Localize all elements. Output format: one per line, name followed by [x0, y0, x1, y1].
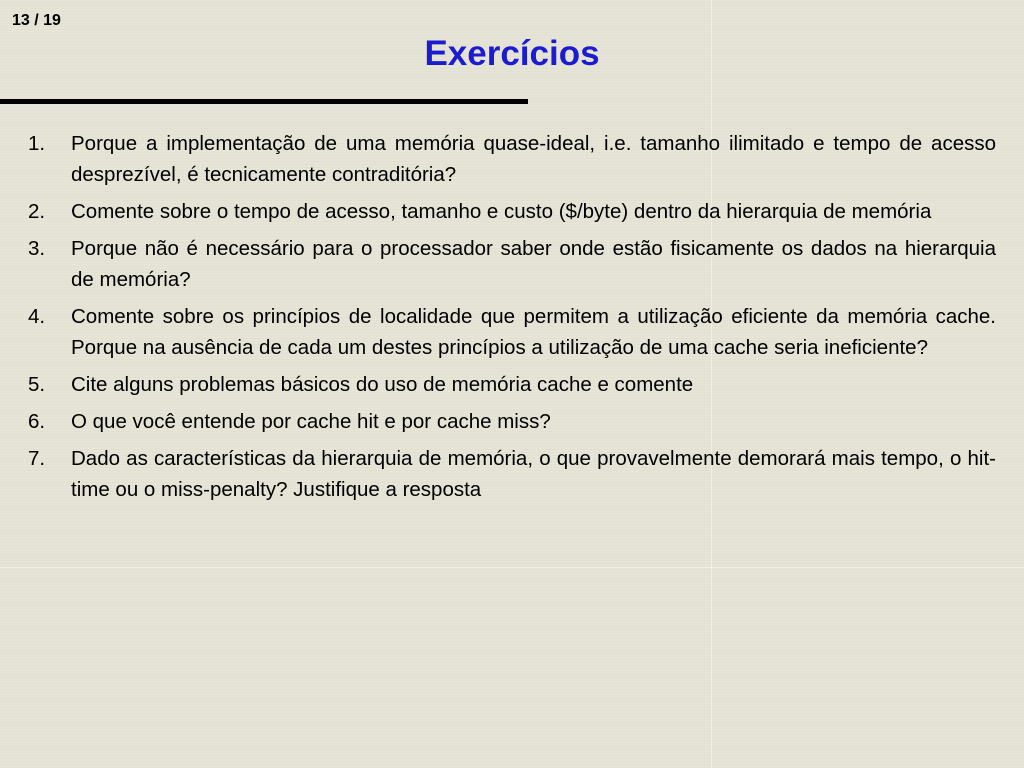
item-number: 7.	[28, 447, 46, 470]
list-item	[28, 369, 996, 400]
item-number: 6.	[28, 410, 46, 433]
item-number: 4.	[28, 305, 46, 328]
list-item	[28, 196, 996, 227]
item-text: Dado as características da hierarquia de memória, o que provavelmente demorará mais tempo, o hit-time ou o miss-penalty? Justifique a resposta	[71, 447, 996, 501]
title-underline-rule	[0, 99, 528, 104]
list-item	[28, 443, 996, 505]
list-item	[28, 128, 996, 190]
item-number: 5.	[28, 373, 46, 396]
item-text: Comente sobre os princípios de localidade que permitem a utilização eficiente da memória cache. Porque na ausência de cada um destes princípios a utilização de uma cache seria ineficiente?	[71, 305, 996, 359]
item-text: Porque não é necessário para o processador saber onde estão fisicamente os dados na hierarquia de memória?	[71, 237, 996, 291]
slide-title: Exercícios	[424, 34, 600, 73]
item-number: 3.	[28, 237, 46, 260]
background-seam-horizontal	[0, 567, 1024, 568]
item-number: 2.	[28, 200, 46, 223]
item-text: Porque a implementação de uma memória quase-ideal, i.e. tamanho ilimitado e tempo de acesso desprezível, é tecnicamente contraditória?	[71, 132, 996, 186]
item-text: Comente sobre o tempo de acesso, tamanho e custo ($/byte) dentro da hierarquia de memória	[71, 200, 932, 223]
item-text: O que você entende por cache hit e por cache miss?	[71, 410, 551, 433]
item-number: 1.	[28, 132, 46, 155]
exercise-list	[28, 128, 996, 511]
page-counter: 13 / 19	[12, 12, 61, 29]
item-text: Cite alguns problemas básicos do uso de memória cache e comente	[71, 373, 694, 396]
list-item	[28, 301, 996, 363]
list-item	[28, 233, 996, 295]
list-item	[28, 406, 996, 437]
